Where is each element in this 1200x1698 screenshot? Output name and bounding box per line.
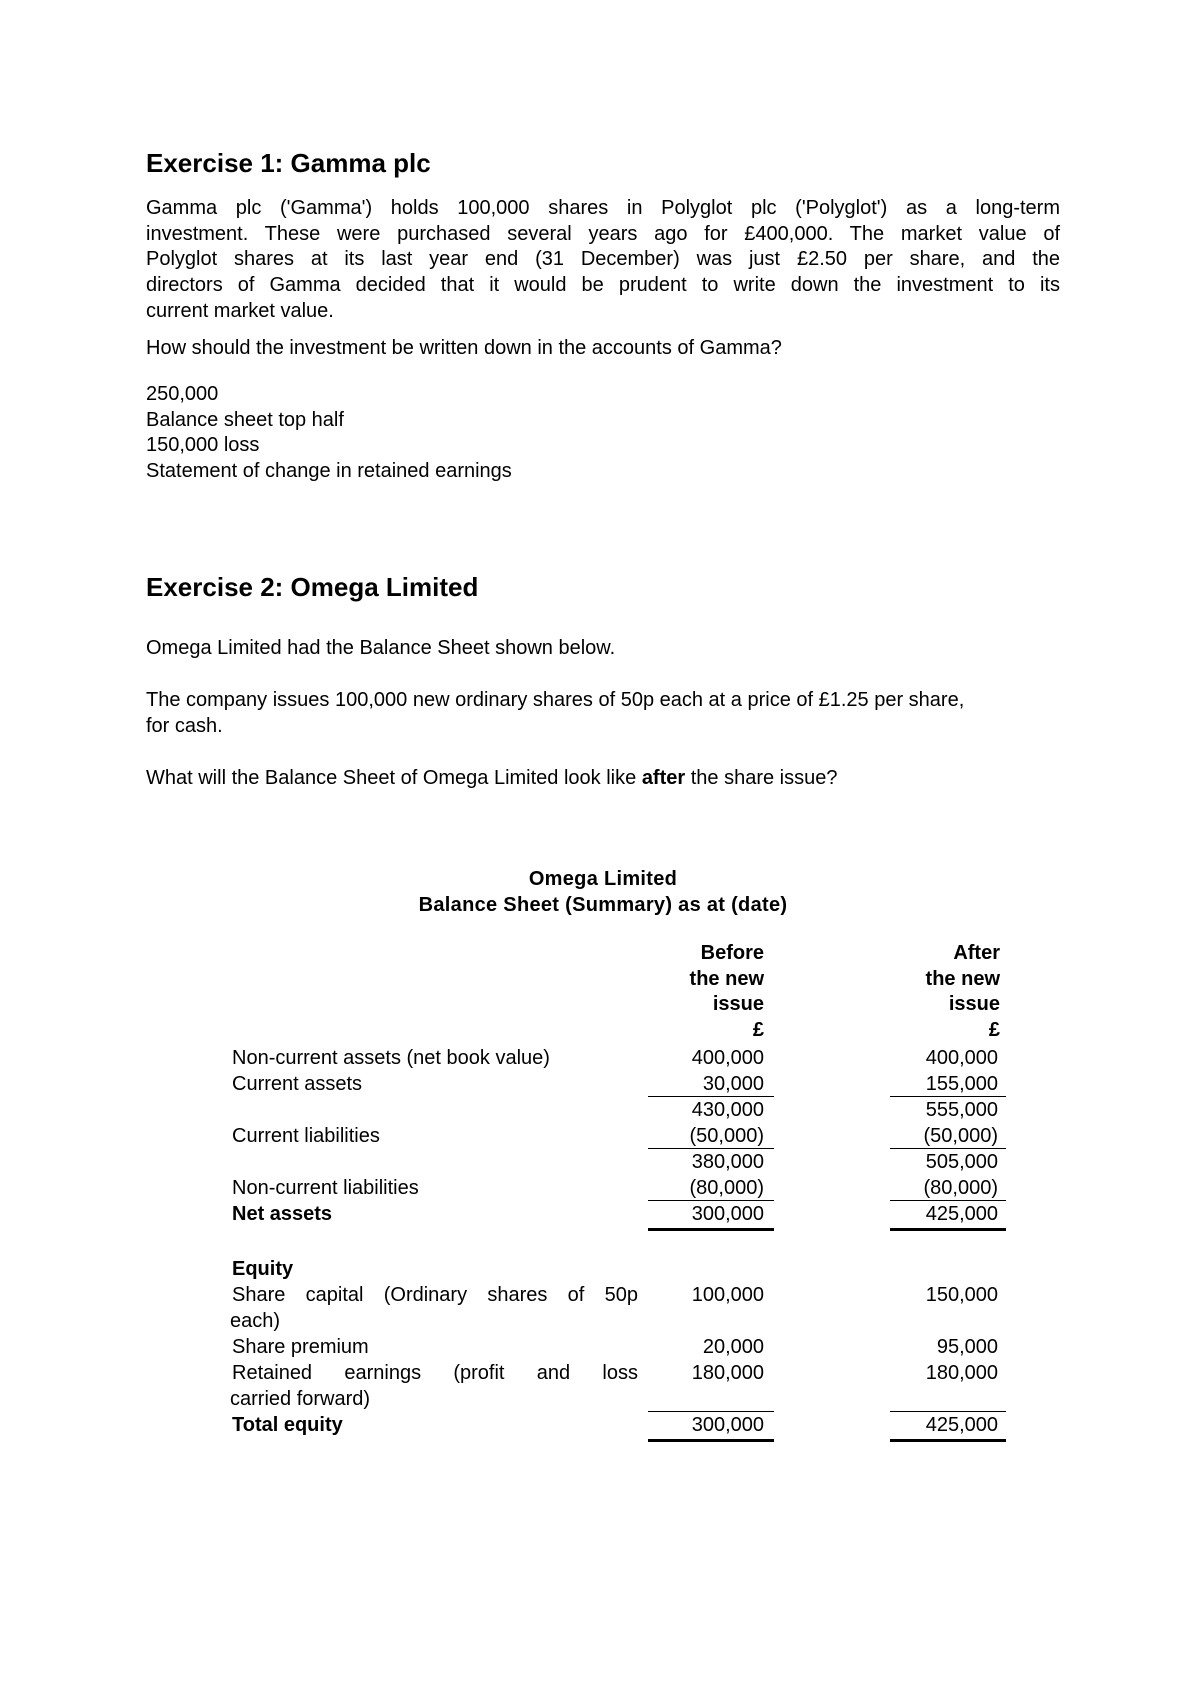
header-line: issue xyxy=(712,993,764,1016)
row-value-after: (50,000) xyxy=(923,1125,998,1147)
equity-heading: Equity xyxy=(232,1258,294,1280)
exercise-2-heading: Exercise 2: Omega Limited xyxy=(146,572,479,602)
paragraph-line: Gamma plc ('Gamma') holds 100,000 shares in Polyglot plc ('Polyglot') as a long-term xyxy=(146,197,1060,219)
row-label: each) xyxy=(230,1310,281,1332)
row-value-after: 95,000 xyxy=(936,1336,998,1358)
row-label: Non-current liabilities xyxy=(232,1177,419,1199)
answer-line: 250,000 xyxy=(146,383,219,405)
balance-sheet-title: Omega Limited xyxy=(528,868,678,890)
row-value-before: (50,000) xyxy=(689,1125,764,1147)
total-double-rule xyxy=(890,1228,1006,1231)
exercise-2-intro: Omega Limited had the Balance Sheet shown below. xyxy=(146,637,616,659)
row-label: Retained earnings (profit and loss xyxy=(232,1362,638,1384)
question-emphasis: after xyxy=(641,767,686,789)
row-label-total-equity: Total equity xyxy=(232,1414,343,1436)
row-value-before: 30,000 xyxy=(702,1073,764,1095)
header-line: the new xyxy=(689,967,764,990)
exercise-1-question: How should the investment be written down in the accounts of Gamma? xyxy=(146,337,782,359)
paragraph-line: directors of Gamma decided that it would be prudent to write down the investment to its xyxy=(146,274,1060,297)
total-double-rule xyxy=(648,1228,774,1231)
question-text: the share issue? xyxy=(685,767,838,789)
total-double-rule xyxy=(648,1439,774,1442)
header-line: Before xyxy=(700,942,764,964)
row-value-after: 180,000 xyxy=(925,1362,998,1384)
row-value-after: 555,000 xyxy=(925,1099,998,1121)
row-label: carried forward) xyxy=(230,1388,371,1410)
row-value-after: 150,000 xyxy=(925,1284,998,1306)
row-value-before: 300,000 xyxy=(691,1203,764,1225)
paragraph-line: investment. These were purchased several years ago for £400,000. The market value of xyxy=(146,222,1060,245)
row-value-after: 505,000 xyxy=(925,1151,998,1173)
row-value-before: 180,000 xyxy=(691,1362,764,1384)
row-value-after: 425,000 xyxy=(925,1414,998,1436)
paragraph-line: current market value. xyxy=(146,299,334,322)
header-line: After xyxy=(953,942,1000,964)
row-value-before: 380,000 xyxy=(691,1151,764,1173)
row-label: Current assets xyxy=(232,1073,363,1095)
paragraph-line: Polyglot shares at its last year end (31 December) was just £2.50 per share, and the xyxy=(146,248,1060,271)
header-line: issue xyxy=(948,993,1000,1016)
row-value-before: 430,000 xyxy=(691,1099,764,1121)
answer-line: 150,000 loss xyxy=(146,434,260,457)
row-value-after: 425,000 xyxy=(925,1203,998,1225)
row-value-before: 400,000 xyxy=(691,1047,764,1069)
issue-line: The company issues 100,000 new ordinary shares of 50p each at a price of £1.25 per share, xyxy=(146,689,965,711)
row-label: Non-current assets (net book value) xyxy=(232,1047,550,1069)
row-value-after: 155,000 xyxy=(925,1073,998,1095)
row-value-after: 400,000 xyxy=(925,1047,998,1069)
answer-line: Balance sheet top half xyxy=(146,408,344,431)
row-value-before: 20,000 xyxy=(702,1336,764,1358)
issue-line: for cash. xyxy=(146,714,223,737)
question-text: What will the Balance Sheet of Omega Limited look like xyxy=(146,767,642,789)
row-label: Share premium xyxy=(232,1336,369,1358)
row-value-before: (80,000) xyxy=(689,1177,764,1199)
column-header-after xyxy=(876,941,1000,1044)
row-label: Share capital (Ordinary shares of 50p xyxy=(232,1284,638,1306)
header-line: £ xyxy=(988,1019,1000,1042)
header-line: £ xyxy=(752,1019,764,1042)
balance-sheet-subtitle: Balance Sheet (Summary) as at (date) xyxy=(418,894,788,916)
exercise-1-heading: Exercise 1: Gamma plc xyxy=(146,148,431,178)
column-header-before xyxy=(640,941,764,1044)
total-double-rule xyxy=(890,1439,1006,1442)
row-value-after: (80,000) xyxy=(923,1177,998,1199)
answer-line: Statement of change in retained earnings xyxy=(146,460,512,483)
row-label: Current liabilities xyxy=(232,1125,380,1147)
header-line: the new xyxy=(925,967,1000,990)
row-value-before: 100,000 xyxy=(691,1284,764,1306)
row-label-net-assets: Net assets xyxy=(232,1203,333,1225)
row-value-before: 300,000 xyxy=(691,1414,764,1436)
